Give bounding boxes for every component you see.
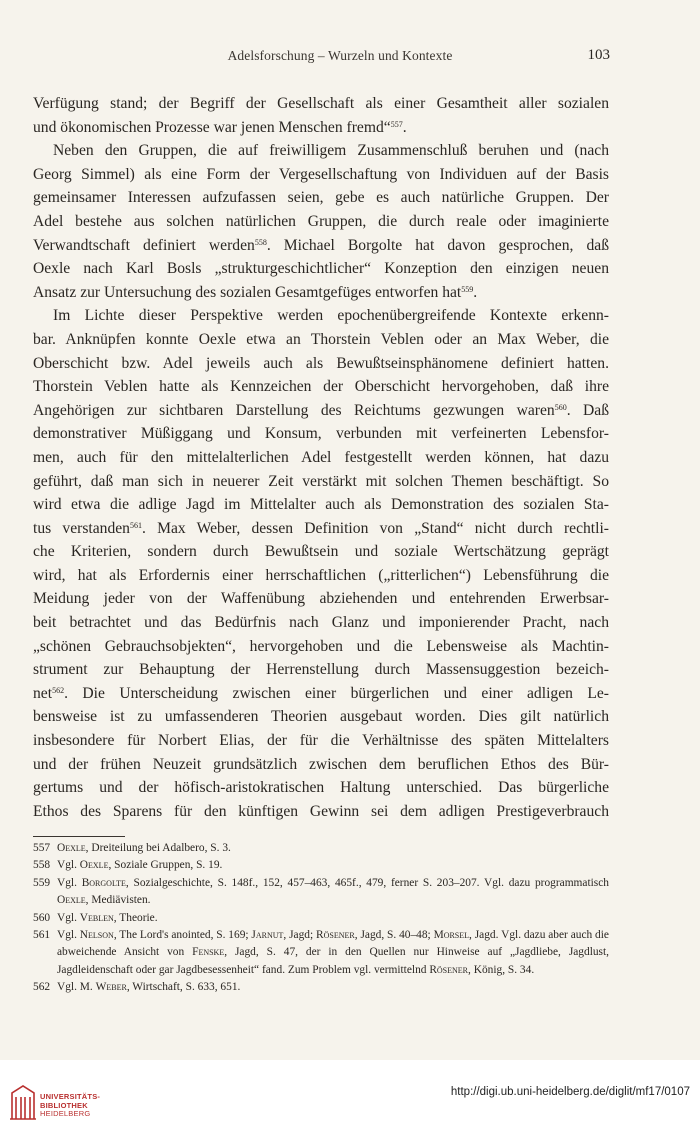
text-line: Georg Simmel) als eine Form der Vergesellschaftung von Individuen auf der Basis	[33, 165, 609, 183]
text-line: wird, hat als Erfordernis einer herrschaftlichen („ritterlichen“) Lebensführung die	[33, 566, 609, 584]
footnote-divider	[33, 836, 125, 837]
text-line: „schönen Gebrauchsobjekten“, hervorgehoben und die Lebensweise als Machtin-	[33, 637, 609, 655]
footnote-text: Vgl. Borgolte, Sozialgeschichte, S. 148f., 152, 457–463, 465f., 479, ferner S. 203–207. Vgl. dazu programmatisch Oexle, Mediävisten.	[57, 876, 609, 907]
main-text	[33, 92, 609, 823]
text-line: beit betrachtet und das Bedürfnis nach Glanz und imponierender Pracht, nach	[33, 614, 609, 632]
text-line: und ökonomischen Prozesse war jenen Menschen fremd“$^{557}$.	[33, 118, 407, 136]
footnote-text: Vgl. Oexle, Soziale Gruppen, S. 19.	[57, 859, 223, 872]
footnote-text: Vgl. Veblen, Theorie.	[57, 911, 158, 924]
text-line: bar. Anknüpfen konnte Oexle etwa an Thorstein Veblen oder an Max Weber, die	[33, 330, 609, 348]
text-line: Adel bestehe aus solchen natürlichen Gruppen, die durch reale oder imaginierte	[33, 212, 609, 230]
text-line: Ansatz zur Untersuchung des sozialen Gesamtgefüges entworfen hat$^{559}$.	[33, 283, 478, 301]
text-line: wird etwa die adlige Jagd im Mittelalter auch als Demonstration des sozialen Sta-	[33, 496, 609, 514]
footnote-text: Oexle, Dreiteilung bei Adalbero, S. 3.	[57, 842, 231, 854]
footnote-562	[33, 979, 609, 996]
text-line: che Kriterien, sondern durch Bewußtsein und soziale Wertschätzung geprägt	[33, 543, 609, 561]
footnote-559	[33, 875, 609, 910]
footnote-558	[33, 857, 609, 874]
footnote-number: 558	[33, 859, 51, 872]
text-line: Verwandtschaft definiert werden$^{558}$. Michael Borgolte hat davon gesprochen, daß	[33, 236, 609, 254]
text-line: Ethos des Sparens für den künftigen Gewinn sei dem adligen Prestigeverbrauch	[33, 802, 609, 820]
footnote-number: 562	[33, 981, 51, 994]
footnote-text: Vgl. Nelson, The Lord's anointed, S. 169; Jarnut, Jagd; Rösener, Jagd, S. 40–48; Morsel, Jagd. Vgl. dazu aber auch die abweichende Ansicht von Fenske, Jagd, S. 47, der in den Quellen nur Hinweise auf „Jagdliebe, Jagdlust, Jagdleidenschaft oder gar Jagdbesessenheit“ fand. Zum Problem vgl. vermittelnd Rösener, König, S. 34.	[57, 929, 609, 976]
text-line: Oexle nach Karl Bosls „strukturgeschichtlicher“ Konzeption den einzigen neuen	[33, 260, 609, 278]
text-line: Verfügung stand; der Begriff der Gesellschaft als einer Gesamtheit aller sozialen	[33, 95, 609, 112]
text-line: gemeinsamer Interessen aufzufassen seien, gebe es auch natürliche Gruppen. Der	[33, 189, 609, 207]
text-line: insbesondere für Norbert Elias, der für die Verhältnisse des späten Mittelalters	[33, 732, 609, 750]
text-line: men, auch für den mittelalterlichen Adel festgestellt werden können, hat dazu	[33, 448, 609, 466]
footnote-ref[interactable]: 559	[461, 284, 474, 294]
footnote-text: Vgl. M. Weber, Wirtschaft, S. 633, 651.	[57, 981, 241, 994]
footnote-560	[33, 910, 609, 927]
page-number: 103	[587, 47, 610, 63]
footnote-number: 557	[33, 842, 51, 854]
footnote-number: 560	[33, 911, 51, 924]
footnote-557	[33, 840, 609, 857]
footnote-number: 559	[33, 876, 51, 889]
footnote-ref[interactable]: 562	[52, 685, 65, 695]
source-url-link[interactable]: http://digi.ub.uni-heidelberg.de/diglit/mf17/0107	[450, 1086, 690, 1098]
footnote-ref[interactable]: 561	[129, 520, 142, 530]
library-logo-icon	[8, 1083, 38, 1123]
footnote-ref[interactable]: 560	[554, 402, 567, 412]
text-line: bensweise ist zu umfassenderen Theorien ausgebaut worden. Dies gilt natürlich	[33, 708, 609, 726]
text-line: net$^{562}$. Die Unterscheidung zwischen einer bürgerlichen und einer adligen Le-	[33, 684, 609, 702]
text-line: Im Lichte dieser Perspektive werden epochenübergreifende Kontexte erkenn-	[53, 307, 609, 325]
footnote-561	[33, 927, 609, 979]
library-logo-text: UNIVERSITÄTS- BIBLIOTHEK HEIDELBERG	[40, 1092, 101, 1118]
footnote-ref[interactable]: 558	[254, 237, 267, 247]
text-line: Neben den Gruppen, die auf freiwilligem Zusammenschluß beruhen und (nach	[53, 142, 609, 160]
running-title: Adelsforschung – Wurzeln und Kontexte	[227, 48, 453, 63]
text-line: gertums und der höfisch-aristokratischen Haltung unterschied. Das bürgerliche	[33, 779, 609, 797]
text-line: geführt, daß man sich in neuerer Zeit verstärkt mit solchen Themen beschäftigt. So	[33, 472, 609, 490]
text-line: Angehörigen zur sichtbaren Darstellung des Reichtums gezwungen waren$^{560}$. Daß	[33, 401, 609, 419]
footnote-number: 561	[33, 929, 51, 942]
footnote-ref[interactable]: 557	[390, 119, 403, 129]
text-line: Meidung jeder von der Waffenübung abziehenden und entehrenden Erwerbsar-	[33, 590, 609, 608]
text-line: Thorstein Veblen hatte als Kennzeichen der Oberschicht hervorgehoben, daß ihre	[33, 378, 609, 396]
text-line: strument zur Behauptung der Herrenstellung durch Massensuggestion bezeich-	[33, 661, 609, 679]
text-line: Oberschicht bzw. Adel jeweils auch als Bewußtseinsphänomene definiert hatten.	[33, 354, 609, 372]
text-line: und der frühen Neuzeit grundsätzlich zwischen dem beruflichen Ethos des Bür-	[33, 755, 609, 773]
footnotes	[33, 840, 609, 997]
text-line: demonstrativer Müßiggang und Konsum, verbunden mit verfeinerten Lebensfor-	[33, 425, 609, 443]
text-line: tus verstanden$^{561}$. Max Weber, dessen Definition von „Stand“ nicht durch rechtli-	[33, 519, 609, 537]
